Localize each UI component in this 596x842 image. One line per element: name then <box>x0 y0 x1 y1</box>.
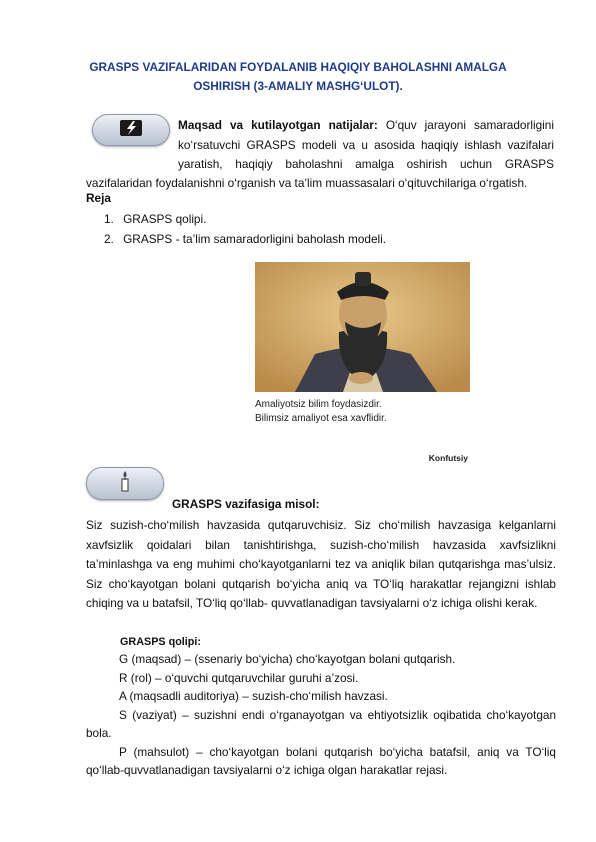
plan-item-1 <box>104 210 206 229</box>
title-line-1: GRASPS VAZIFALARIDAN FOYDALANIB HAQIQIY BAHOLASHNI AMALGA <box>89 60 507 74</box>
plan-item-number: 1. <box>104 212 114 226</box>
template-heading: GRASPS qolipi: <box>120 636 201 648</box>
template-list <box>86 650 556 780</box>
quote-line-1: Amaliyotsiz bilim foydasizdir. <box>255 399 382 410</box>
example-paragraph: Siz suzish-cho‘milish havzasida qutqaruvchisiz. Siz cho‘milish havzasiga kelganlarni xavfsizlik qoidalari bilan tanishtirishga, suzish-cho‘milish havzasida xavfsizlikni ta’minlashga va eng muhimi cho‘kayotganlarni tez va aniqlik bilan qutqarishga mas’ulsiz. Siz cho‘kayotgan bolani qutqarish bo‘yicha aniq va TO‘liq harakatlar rejangizni ishlab chiqing va u batafsil, TO‘liq qo‘llab- quvvatlanadigan tavsiyalarni o‘z ichiga olishi kerak. <box>86 518 556 611</box>
objective-icon-badge <box>92 114 170 146</box>
lightning-icon <box>118 118 144 143</box>
objective-line-4: vazifalaridan foydalanishni o‘rganish va ta’lim muassasalari o‘qituvchilariga o‘rgatish. <box>86 176 528 190</box>
example-heading: GRASPS vazifasiga misol: <box>172 497 320 511</box>
candle-icon <box>118 470 132 497</box>
objective-line-1 <box>178 116 554 136</box>
plan-item-2 <box>104 230 386 249</box>
template-item-p: P (mahsulot) – cho‘kayotgan bolani qutqarish bo‘yicha batafsil, aniq va TO‘liq qo‘llab-quvvatlanadigan tavsiyalarni o‘z ichiga olgan harakatlar rejasi. <box>86 744 556 777</box>
template-item-s: S (vaziyat) – suzishni endi o‘rganayotgan va ehtiyotsizlik oqibatida cho‘kayotgan bola. <box>86 707 556 740</box>
objective-label: Maqsad va kutilayotgan natijalar: <box>178 118 378 132</box>
page-title <box>80 58 516 96</box>
template-item-g: G (maqsad) – (ssenariy bo‘yicha) cho‘kayotgan bolani qutqarish. <box>119 652 456 666</box>
plan-heading: Reja <box>86 191 111 205</box>
objective-line-3: yaratish, haqiqiy baholashni amalga oshirish uchun GRASPS <box>178 157 554 171</box>
quote-line-2: Bilimsiz amaliyot esa xavflidir. <box>255 413 387 424</box>
example-icon-badge <box>86 467 164 500</box>
confucius-portrait <box>255 262 470 392</box>
plan-item-text: GRASPS qolipi. <box>123 212 207 226</box>
template-item-a: A (maqsadli auditoriya) – suzish-cho‘milish havzasi. <box>119 689 388 703</box>
title-line-2: OSHIRISH (3-AMALIY MASHG‘ULOT). <box>193 79 403 93</box>
confucius-illustration <box>255 262 470 465</box>
objective-line-2: ko‘rsatuvchi GRASPS modeli va u asosida haqiqiy ishlash vazifalari <box>178 137 554 152</box>
plan-item-text: GRASPS - ta’lim samaradorligini baholash modeli. <box>123 232 387 246</box>
quote-author: Konfutsiy <box>428 453 468 463</box>
template-item-r: R (rol) – o‘quvchi qutqaruvchilar guruhi a’zosi. <box>119 670 359 685</box>
plan-item-number: 2. <box>104 232 114 246</box>
objective-line-1-text: O‘quv jarayoni samaradorligini <box>385 118 554 132</box>
